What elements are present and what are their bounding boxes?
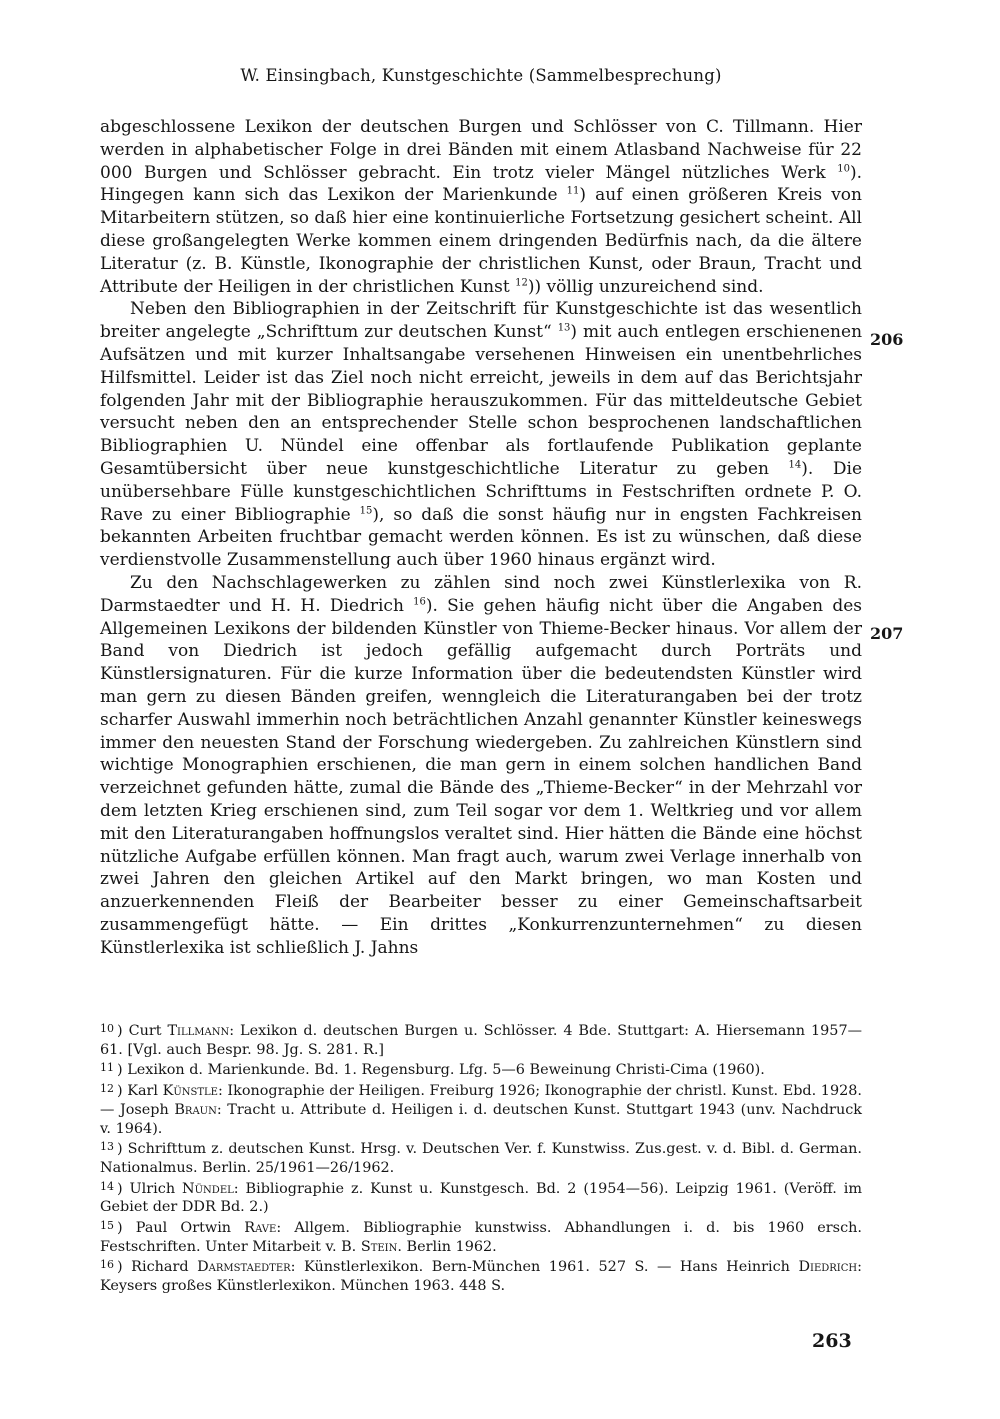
footnote: $^{12}$ ) Karl Künstle: Ikonographie der Heiligen. Freiburg 1926; Ikonographie der christl. Kunst. Ebd. 1928. — Joseph Braun: Tracht u. Attribute d. Heiligen i. d. deutschen Kunst. Stuttgart 1943 (unv. Nachdruck v. 1964). xyxy=(100,1082,862,1137)
author-name: Stein xyxy=(360,1238,398,1255)
text-run: Zu den Nachschlagewerken zu zählen sind noch zwei Künstlerlexika von R. Darmstaedter und H. H. Diedrich xyxy=(100,572,862,616)
author-name: Tillmann xyxy=(167,1023,230,1039)
footnote-ref: 15 xyxy=(359,504,373,516)
text-run: : Tracht u. Attribute d. Heiligen i. d. deutschen Kunst. Stuttgart 1943 (unv. Nachdruck v. 1964). xyxy=(100,1101,862,1137)
author-name: Darmstaedter xyxy=(197,1259,291,1276)
footnote-number: 13 xyxy=(100,1140,114,1154)
text-run: Richard xyxy=(131,1259,198,1276)
margin-number: 206 xyxy=(870,330,904,349)
text-run: Karl xyxy=(127,1083,163,1100)
text-run: ). Die unübersehbare Fülle kunstgeschichtlichen Schrifttums in Festschriften ordnete P. O. Rave zu einer Bibliographie xyxy=(100,458,862,525)
footnote-number: 10 xyxy=(100,1022,114,1035)
text-run: : Lexikon d. deutschen Burgen u. Schlösser. 4 Bde. Stuttgart: A. Hiersemann 1957—61. [Vgl. auch Bespr. 98. Jg. S. 281. R.] xyxy=(100,1023,863,1058)
text-run: ) mit auch entlegen erschienenen Aufsätzen und mit kurzer Inhaltsangabe versehenen Hinweisen ein unentbehrliches Hilfsmittel. Leider ist das Ziel noch nicht erreicht, jeweils in dem auf das Berichtsjahr folgenden Jahr mit der Bibliographie herauszukommen. Für das mitteldeutsche Gebiet versucht neben den an entsprechender Stelle schon besprochenen landschaftlichen Bibliographien U. Nündel eine offenbar als fortlaufende Publikation geplante Gesamtübersicht über neue kunstgeschichtliche Literatur zu geben xyxy=(100,322,863,479)
footnote-ref: 14 xyxy=(788,459,802,471)
text-run: Paul Ortwin xyxy=(135,1220,245,1237)
footnote: $^{15}$ ) Paul Ortwin Rave: Allgem. Bibliographie kunstwiss. Abhandlungen i. d. bis 1960 ersch. Festschriften. Unter Mitarbeit v. B. Stein. Berlin 1962. xyxy=(100,1219,862,1255)
footnote: $^{14}$ ) Ulrich Nündel: Bibliographie z. Kunst u. Kunstgesch. Bd. 2 (1954—56). Leipzig 1961. (Veröff. im Gebiet der DDR Bd. 2.) xyxy=(100,1179,862,1216)
footnote-number: 11 xyxy=(100,1061,114,1075)
footnote: $^{10}$ ) Curt Tillmann: Lexikon d. deutschen Burgen u. Schlösser. 4 Bde. Stuttgart: A. Hiersemann 1957—61. [Vgl. auch Bespr. 98. Jg. S. 281. R.] xyxy=(100,1022,863,1058)
margin-number: 207 xyxy=(870,624,904,643)
author-name: Braun xyxy=(174,1101,217,1118)
text-run: Lexikon d. Marienkunde. Bd. 1. Regensburg. Lfg. 5—6 Beweinung Christi-Cima (1960). xyxy=(127,1062,765,1079)
text-run: )) völlig unzureichend sind. xyxy=(527,276,764,297)
text-run: : Keysers großes Künstlerlexikon. München 1963. 448 S. xyxy=(100,1259,862,1295)
footnote-ref: 13 xyxy=(557,322,571,334)
text-run: : Bibliographie z. Kunst u. Kunstgesch. Bd. 2 (1954—56). Leipzig 1961. (Veröff. im Gebiet der DDR Bd. 2.) xyxy=(100,1180,862,1216)
text-run: Neben den Bibliographien in der Zeitschrift für Kunstgeschichte ist das wesentlich breiter angelegte „Schrifttum zur deutschen Kunst“ xyxy=(100,299,862,343)
author-name: Nündel xyxy=(182,1180,234,1197)
running-head: W. Einsingbach, Kunstgeschichte (Sammelbesprechung) xyxy=(240,66,722,85)
text-run: abgeschlossene Lexikon der deutschen Burgen und Schlösser von C. Tillmann. Hier werden in alphabetischer Folge in drei Bänden mit einem Atlasband Nachweise für 22 000 Burgen und Schlösser gebracht. Ein trotz vieler Mängel nützliches Werk xyxy=(100,117,862,183)
author-name: Diedrich xyxy=(798,1259,858,1276)
body-text xyxy=(100,116,862,959)
footnotes xyxy=(100,1020,862,1296)
text-run: ) auf einen größeren Kreis von Mitarbeitern stützen, so daß hier eine kontinuierliche Fortsetzung gesichert scheint. All diese großangelegten Werke kommen einem dringenden Bedürfnis nach, da die ältere Literatur (z. B. Künstle, Ikonographie der christlichen Kunst, oder Braun, Tracht und Attribute der Heiligen in der christlichen Kunst xyxy=(100,185,862,297)
text-run: ), so daß die sonst häufig nur in engsten Fachkreisen bekannten Arbeiten fruchtbar gemacht werden können. Es ist zu wünschen, daß diese verdienstvolle Zusammenstellung auch über 1960 hinaus ergänzt wird. xyxy=(100,504,862,571)
author-name: Rave xyxy=(244,1220,277,1237)
footnote: $^{16}$ ) Richard Darmstaedter: Künstlerlexikon. Bern-München 1961. 527 S. — Hans Heinrich Diedrich: Keysers großes Künstlerlexikon. München 1963. 448 S. xyxy=(100,1258,862,1295)
text-run: Ulrich xyxy=(129,1180,183,1197)
footnote-ref: 10 xyxy=(837,162,850,174)
footnote-ref: 12 xyxy=(515,276,528,288)
footnote: $^{11}$ ) Lexikon d. Marienkunde. Bd. 1. Regensburg. Lfg. 5—6 Beweinung Christi-Cima (1960). xyxy=(100,1061,765,1079)
footnote-number: 14 xyxy=(100,1179,114,1193)
author-name: Künstle xyxy=(162,1083,218,1100)
footnote-ref: 11 xyxy=(566,185,580,197)
text-run: : Allgem. Bibliographie kunstwiss. Abhandlungen i. d. bis 1960 ersch. Festschriften. Unter Mitarbeit v. B. xyxy=(100,1220,862,1255)
text-run: ). Sie gehen häufig nicht über die Angaben des Allgemeinen Lexikons der bildenden Künstler von Thieme-Becker hinaus. Vor allem der Band von Diedrich ist jedoch gefällig aufgemacht durch Porträts und Künstlersignaturen. Für die kurze Information über die bedeutendsten Künstler wird man gern zu diesen Bänden greifen, wenngleich die Literaturangaben bei der trotz scharfer Auswahl immerhin noch beträchtlichen Anzahl genannter Künstler keineswegs immer den neuesten Stand der Forschung wiedergeben. Zu zahlreichen Künstlern sind wichtige Monographien erschienen, die man gern in einem solchen handlichen Band verzeichnet gefunden hätte, zumal die Bände des „Thieme-Becker“ in der Mehrzahl vor dem letzten Krieg erschienen sind, zum Teil sogar vor dem 1. Weltkrieg und vor allem mit den Literaturangaben hoffnungslos veraltet sind. Hier hätten die Bände eine höchst nützliche Aufgabe erfüllen können. Man fragt auch, warum zwei Verlage innerhalb von zwei Jahren den gleichen Artikel auf den Markt bringen, wo man Kosten und anzuerkennenden Fleiß der Bearbeiter besser zu einer Gemeinschaftsarbeit zusammengefügt hätte. — Ein drittes „Konkurrenzunternehmen“ zu diesen Künstlerlexika ist schließlich J. Jahns xyxy=(100,595,862,958)
text-run: : Ikonographie der Heiligen. Freiburg 1926; Ikonographie der christl. Kunst. Ebd. 1928. — Joseph xyxy=(100,1083,862,1118)
text-run: Schrifttum z. deutschen Kunst. Hrsg. v. Deutschen Ver. f. Kunstwiss. Zus.gest. v. d. Bibl. d. German. Nationalmus. Berlin. 25/1961—26/1962. xyxy=(100,1141,862,1176)
text-run: : Künstlerlexikon. Bern-München 1961. 527 S. — Hans Heinrich xyxy=(290,1259,799,1276)
footnote-number: 15 xyxy=(100,1219,114,1233)
page-number: 263 xyxy=(812,1330,852,1352)
footnote-number: 16 xyxy=(100,1258,114,1272)
footnote-ref: 16 xyxy=(413,596,426,608)
paragraph xyxy=(100,298,862,572)
paragraph xyxy=(100,572,862,960)
footnote-number: 12 xyxy=(100,1082,114,1096)
text-run: Curt xyxy=(128,1023,168,1039)
footnote: $^{13}$ ) Schrifttum z. deutschen Kunst. Hrsg. v. Deutschen Ver. f. Kunstwiss. Zus.gest. v. d. Bibl. d. German. Nationalmus. Berlin. 25/1961—26/1962. xyxy=(100,1140,862,1176)
text-run: . Berlin 1962. xyxy=(397,1238,497,1255)
paragraph xyxy=(100,116,862,298)
text-run: ). Hingegen kann sich das Lexikon der Marienkunde xyxy=(100,162,862,206)
